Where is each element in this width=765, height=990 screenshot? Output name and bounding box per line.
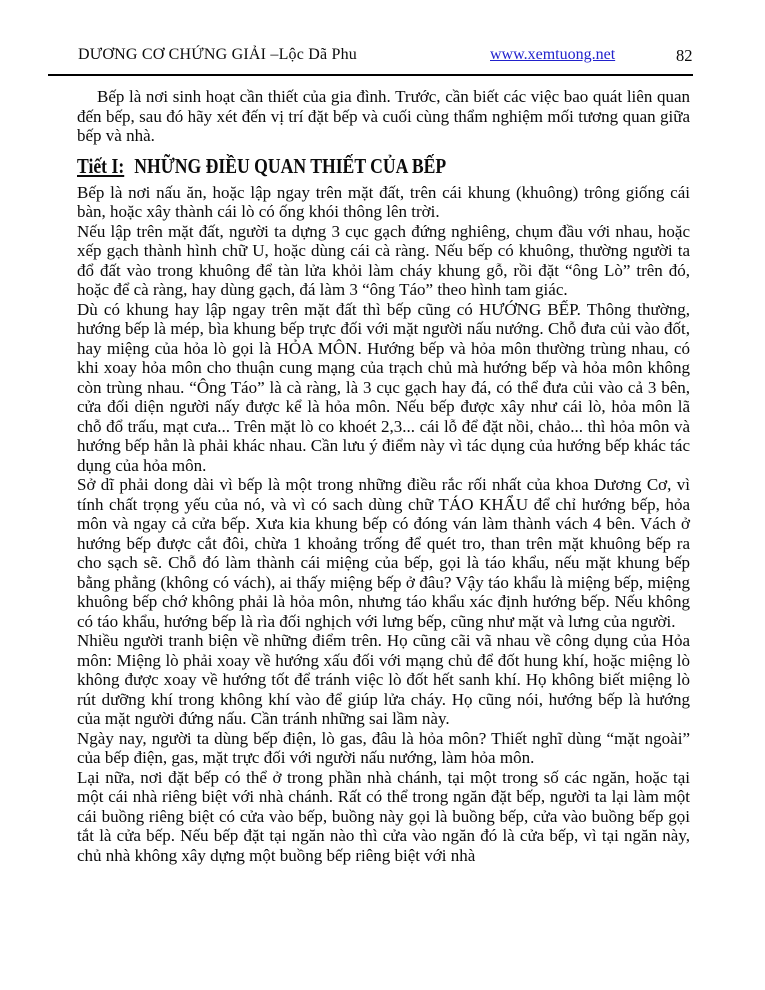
page-body xyxy=(77,87,690,865)
body-paragraph: Dù có khung hay lập ngay trên mặt đất thì bếp cũng có HƯỚNG BẾP. Thông thường, hướng bếp là mép, bìa khung bếp trực đối với mặt người nấu nướng. Chỗ đưa củi vào đốt, hay miệng của hỏa lò gọi là HỎA MÔN. Hướng bếp và hỏa môn thường trùng nhau, có khi xoay hỏa môn cho thuận cung mạng của trạch chủ mà hướng bếp và hỏa môn không còn trùng nhau. “Ông Táo” là cà ràng, là 3 cục gạch hay đá, có thể đưa củi vào cả 3 bên, cửa đối diện người nấy được kể là hỏa môn. Nếu bếp được xây như cái lò, hỏa môn lã chỗ đổ trấu, mạt cưa... Trên mặt lò co khoét 2,3... cái lỗ để đặt nồi, chảo... thì hỏa môn và hướng bếp hẳn là phải khác nhau. Cần lưu ý điểm này vì tác dụng của hướng bếp khác tác dụng của hỏa môn. xyxy=(77,299,690,475)
section-heading-title: NHỮNG ĐIỀU QUAN THIẾT CỦA BẾP xyxy=(134,153,447,178)
body-paragraph: Bếp là nơi nấu ăn, hoặc lập ngay trên mặt đất, trên cái khung (khuông) trông giống cái bàn, hoặc xây thành cái lò có ống khói thông lên trời. xyxy=(77,182,690,221)
section-heading xyxy=(77,153,446,180)
header-divider xyxy=(48,74,693,76)
body-paragraph: Nhiều người tranh biện về những điểm trên. Họ cũng cãi vã nhau về công dụng của Hỏa môn: Miệng lò phải xoay về hướng xấu đối với mạng chủ để đốt hung khí, hoặc miệng lò không được xoay về hướng tốt để tránh việc lò đốt hết sanh khí. Họ không biết miệng lò rút dưỡng khí trong không khí vào để giúp lửa cháy. Họ cũng nói, hướng bếp là hướng của mặt người đứng nấu. Cần tránh những sai lầm này. xyxy=(77,631,690,728)
section-heading-label: Tiết I: xyxy=(77,153,125,178)
page-number: 82 xyxy=(676,46,693,65)
header-title: DƯƠNG CƠ CHỨNG GIẢI –Lộc Dã Phu xyxy=(78,46,358,63)
body-paragraph: Ngày nay, người ta dùng bếp điện, lò gas, đâu là hỏa môn? Thiết nghĩ dùng “mặt ngoài” của bếp điện, gas, mặt trực đối với người nấu nướng, làm hỏa môn. xyxy=(77,728,690,767)
body-paragraph: Nếu lập trên mặt đất, người ta dựng 3 cục gạch đứng nghiêng, chụm đầu với nhau, hoặc xếp gạch thành hình chữ U, hoặc dùng cái cà ràng. Nếu bếp có khuông, thường người ta đổ đất vào trong khuông để tàn lửa khỏi làm cháy khung gỗ, rồi đặt “ông Lò” trên đó, hoặc để cà ràng, hay dùng gạch, đá làm 3 “ông Táo” theo hình tam giác. xyxy=(77,221,690,299)
intro-paragraph: Bếp là nơi sinh hoạt cần thiết của gia đình. Trước, cần biết các việc bao quát liên quan đến bếp, sau đó hãy xét đến vị trí đặt bếp và cuối cùng thẩm nghiệm mối tương quan giữa bếp và nhà. xyxy=(77,87,690,145)
body-paragraph: Sở dĩ phải dong dài vì bếp là một trong những điều rắc rối nhất của khoa Dương Cơ, vì tính chất trọng yếu của nó, và vì có sach dùng chữ TÁO KHẨU để chỉ hướng bếp, hỏa môn và ngay cả cửa bếp. Xưa kia khung bếp có đóng ván làm thành vách 4 bên. Vách ở hướng bếp được cắt đôi, chừa 1 khoảng trống để quét tro, than trên mặt khuông bếp ra cho sạch sẽ. Chỗ đó làm thành cái miệng của bếp, gọi là táo khẩu, nếu mặt khung bếp bằng phẳng (không có vách), ai thấy miệng bếp ở đâu? Vậy táo khẩu là miệng bếp, miệng khuông bếp chớ không phải là hỏa môn, nhưng táo khẩu xác định hướng bếp. Nếu không có táo khẩu, hướng bếp là rìa đối nghịch với lưng bếp, cũng như mặt và lưng của người. xyxy=(77,475,690,631)
body-paragraph: Lại nữa, nơi đặt bếp có thể ở trong phần nhà chánh, tại một trong số các ngăn, hoặc tại một cái nhà riêng biệt với nhà chánh. Rất có thể trong ngăn đặt bếp, người ta lại làm một cái buồng riêng biệt có cửa vào bếp, buồng này gọi là buồng bếp, cửa vào buồng bếp gọi tắt là cửa bếp. Nếu bếp đặt tại ngăn nào thì cửa vào ngăn đó là cửa bếp, vì tại ngăn này, chủ nhà không xây dựng một buồng bếp riêng biệt với nhà xyxy=(77,767,690,865)
website-link[interactable]: www.xemtuong.net xyxy=(490,46,616,63)
